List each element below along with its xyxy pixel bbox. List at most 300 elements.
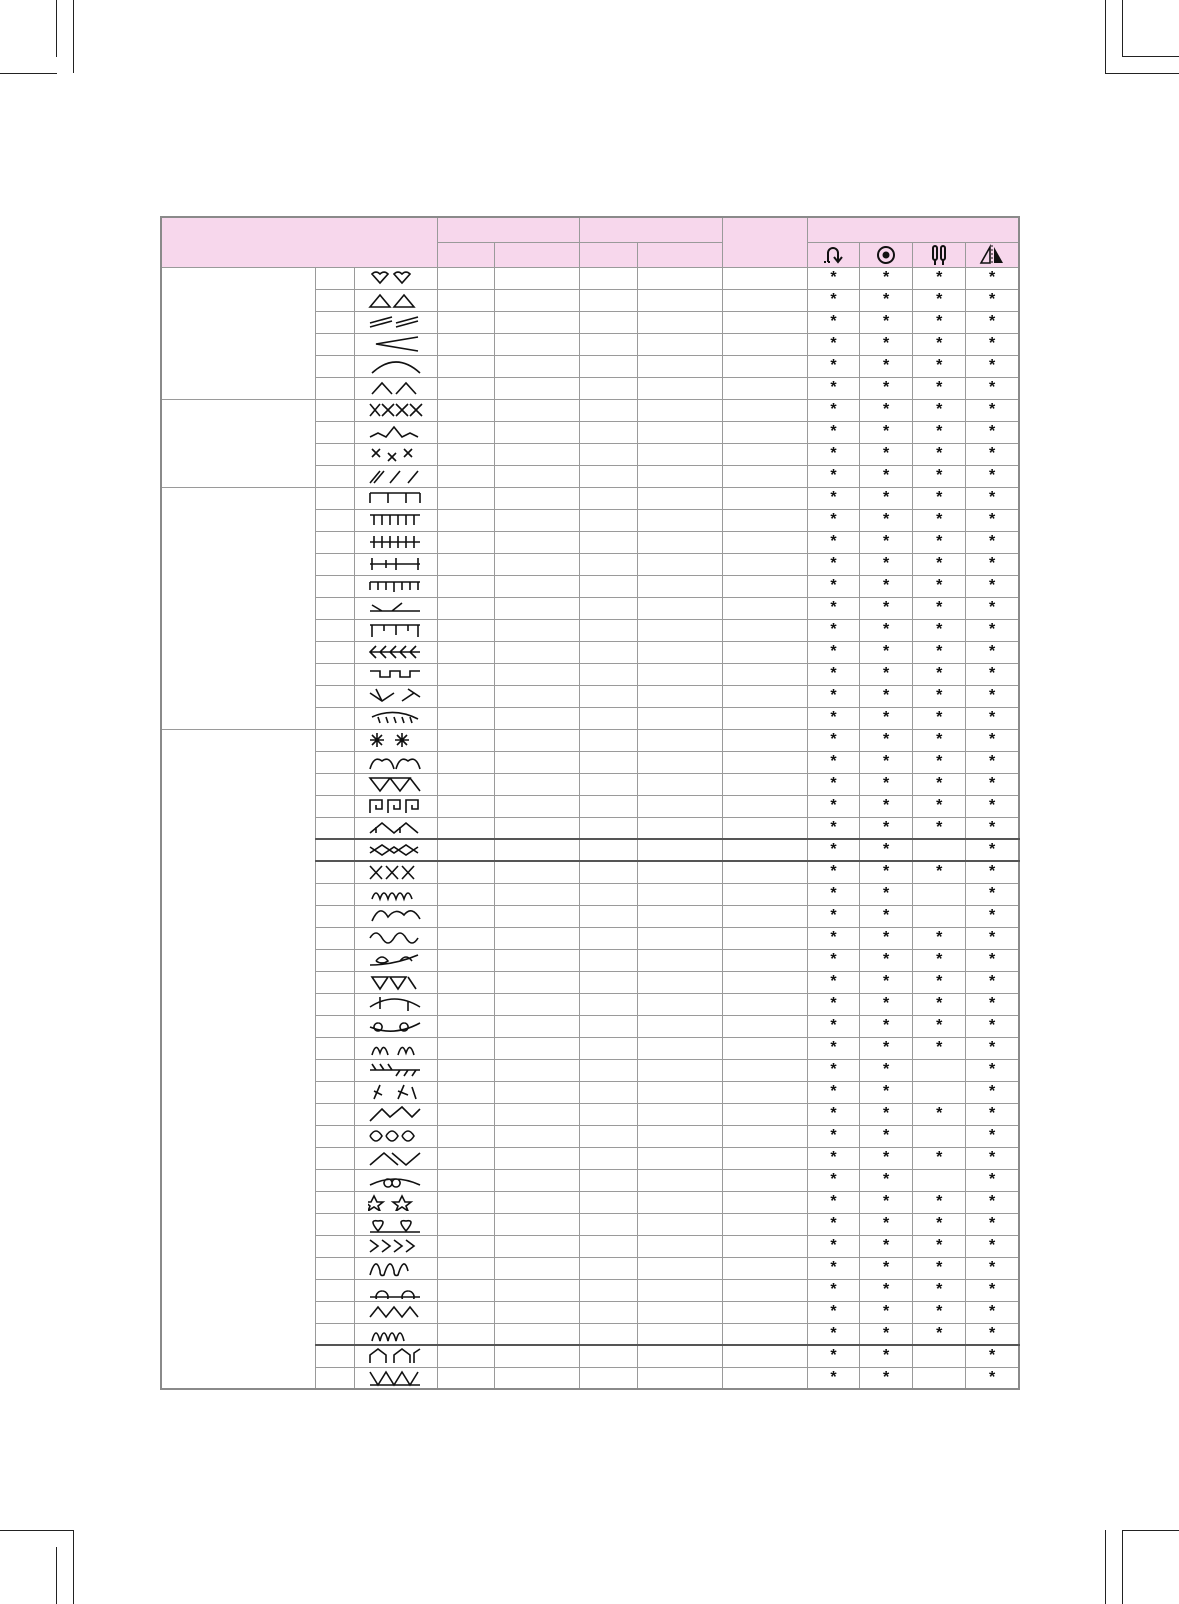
length-manual-cell (637, 993, 722, 1015)
pattern-number-cell (315, 355, 354, 377)
feather-arrow-icon (354, 641, 437, 663)
length-manual-cell (637, 751, 722, 773)
length-auto-cell (580, 487, 637, 509)
pattern-number-cell (315, 663, 354, 685)
mirror-mark: * (966, 1015, 1019, 1037)
width-auto-cell (438, 729, 495, 751)
tension-cell (722, 729, 807, 751)
tension-cell (722, 707, 807, 729)
tension-cell (722, 289, 807, 311)
reverse-mark: * (807, 311, 859, 333)
mirror-mark: * (966, 311, 1019, 333)
width-auto-cell (438, 1081, 495, 1103)
width-manual-cell (495, 1059, 580, 1081)
tension-cell (722, 927, 807, 949)
tension-cell (722, 993, 807, 1015)
reverse-mark: * (807, 377, 859, 399)
width-auto-cell (438, 663, 495, 685)
length-auto-cell (580, 663, 637, 685)
reverse-mark: * (807, 267, 859, 289)
needle-position-mark: * (860, 1323, 913, 1345)
width-manual-cell (495, 927, 580, 949)
tension-cell (722, 377, 807, 399)
leaf-vine-icon (354, 949, 437, 971)
width-manual-cell (495, 1279, 580, 1301)
circle-loops-icon (354, 1279, 437, 1301)
length-manual-cell (637, 1147, 722, 1169)
width-auto-cell (438, 971, 495, 993)
length-auto-cell (580, 509, 637, 531)
width-auto-cell (438, 1169, 495, 1191)
width-auto-cell (438, 707, 495, 729)
reverse-mark: * (807, 1279, 859, 1301)
mirror-mark: * (966, 377, 1019, 399)
needle-position-mark: * (860, 817, 913, 839)
needle-position-mark: * (860, 861, 913, 883)
length-auto-cell (580, 355, 637, 377)
length-auto-cell (580, 1367, 637, 1389)
needle-position-mark: * (860, 487, 913, 509)
width-auto-cell (438, 333, 495, 355)
tension-cell (722, 1169, 807, 1191)
crop-mark (56, 0, 57, 57)
length-manual-cell (637, 553, 722, 575)
width-auto-cell (438, 531, 495, 553)
length-auto-cell (580, 1169, 637, 1191)
twin-needle-mark: * (913, 553, 966, 575)
length-auto-cell (580, 597, 637, 619)
twin-needle-mark: * (913, 267, 966, 289)
twin-needle-mark: * (913, 465, 966, 487)
width-manual-cell (495, 905, 580, 927)
width-auto-cell (438, 861, 495, 883)
twin-needle-mark: * (913, 729, 966, 751)
pattern-number-cell (315, 465, 354, 487)
reverse-mark: * (807, 399, 859, 421)
mirror-mark: * (966, 993, 1019, 1015)
reverse-mark: * (807, 949, 859, 971)
width-auto-cell (438, 773, 495, 795)
tension-cell (722, 267, 807, 289)
width-manual-cell (495, 487, 580, 509)
tension-cell (722, 1103, 807, 1125)
mirror-mark: * (966, 1081, 1019, 1103)
length-auto-cell (580, 465, 637, 487)
tension-cell (722, 597, 807, 619)
length-auto-cell (580, 839, 637, 861)
width-auto-cell (438, 355, 495, 377)
pattern-number-cell (315, 1213, 354, 1235)
chevron-band-icon (354, 1235, 437, 1257)
twin-needle-mark: * (913, 1301, 966, 1323)
mirror-mark: * (966, 883, 1019, 905)
width-auto-cell (438, 1213, 495, 1235)
mirror-mark: * (966, 531, 1019, 553)
tension-cell (722, 641, 807, 663)
outline-hearts-icon (354, 1213, 437, 1235)
dotted-zigzag-icon (354, 1301, 437, 1323)
length-manual-cell (637, 1235, 722, 1257)
reverse-mark: * (807, 1301, 859, 1323)
width-auto-cell (438, 1015, 495, 1037)
pattern-number-cell (315, 1257, 354, 1279)
tension-cell (722, 1323, 807, 1345)
mirror-mark: * (966, 553, 1019, 575)
tension-cell (722, 399, 807, 421)
double-peak-icon (354, 377, 437, 399)
header-width-manual (495, 242, 580, 267)
mirror-mark: * (966, 949, 1019, 971)
reverse-mark: * (807, 905, 859, 927)
length-auto-cell (580, 311, 637, 333)
tension-cell (722, 1191, 807, 1213)
length-auto-cell (580, 619, 637, 641)
width-manual-cell (495, 531, 580, 553)
needle-position-mark: * (860, 1103, 913, 1125)
twin-needle-mark (913, 905, 966, 927)
arrow-stitch-icon (354, 597, 437, 619)
needle-position-mark: * (860, 575, 913, 597)
crop-mark (1122, 0, 1123, 57)
length-manual-cell (637, 641, 722, 663)
chevron-left-icon (354, 333, 437, 355)
reverse-mark: * (807, 1257, 859, 1279)
length-manual-cell (637, 1323, 722, 1345)
arc-icon (354, 355, 437, 377)
pattern-number-cell (315, 927, 354, 949)
slant-bars-icon (354, 311, 437, 333)
twin-needle-mark: * (913, 399, 966, 421)
reverse-mark: * (807, 531, 859, 553)
cross-stitch-wave-icon (354, 421, 437, 443)
pattern-number-cell (315, 1059, 354, 1081)
length-manual-cell (637, 1345, 722, 1367)
pattern-number-cell (315, 1323, 354, 1345)
twin-needle-mark: * (913, 421, 966, 443)
cross-stitch-slant-icon (354, 465, 437, 487)
twin-needle-mark: * (913, 1235, 966, 1257)
length-manual-cell (637, 575, 722, 597)
pattern-number-cell (315, 1345, 354, 1367)
length-manual-cell (637, 1191, 722, 1213)
twin-needle-mark (913, 1059, 966, 1081)
width-manual-cell (495, 817, 580, 839)
reverse-mark: * (807, 839, 859, 861)
tension-cell (722, 1147, 807, 1169)
width-auto-cell (438, 267, 495, 289)
crop-mark (0, 73, 57, 74)
needle-position-mark: * (860, 267, 913, 289)
mirror-mark: * (966, 1323, 1019, 1345)
length-manual-cell (637, 1059, 722, 1081)
tension-cell (722, 1367, 807, 1389)
pattern-number-cell (315, 377, 354, 399)
length-auto-cell (580, 773, 637, 795)
width-manual-cell (495, 575, 580, 597)
pattern-number-cell (315, 1103, 354, 1125)
length-manual-cell (637, 1367, 722, 1389)
pattern-number-cell (315, 421, 354, 443)
length-auto-cell (580, 1103, 637, 1125)
width-auto-cell (438, 1367, 495, 1389)
mirror-mark: * (966, 1169, 1019, 1191)
mirror-mark: * (966, 1367, 1019, 1389)
twin-needle-mark (913, 1169, 966, 1191)
twin-needle-mark: * (913, 575, 966, 597)
twin-needle-mark (913, 883, 966, 905)
length-auto-cell (580, 377, 637, 399)
width-manual-cell (495, 355, 580, 377)
width-auto-cell (438, 1191, 495, 1213)
tension-cell (722, 971, 807, 993)
header-functions-group (807, 217, 1019, 242)
length-auto-cell (580, 1059, 637, 1081)
pattern-number-cell (315, 443, 354, 465)
length-manual-cell (637, 971, 722, 993)
mirror-mark: * (966, 729, 1019, 751)
table-row (161, 487, 1019, 509)
reverse-mark: * (807, 1147, 859, 1169)
width-auto-cell (438, 839, 495, 861)
tension-cell (722, 663, 807, 685)
reverse-mark: * (807, 707, 859, 729)
width-manual-cell (495, 795, 580, 817)
reverse-mark: * (807, 971, 859, 993)
tension-cell (722, 1125, 807, 1147)
mirror-mark: * (966, 641, 1019, 663)
tension-cell (722, 465, 807, 487)
header-stitch-name (161, 217, 438, 267)
needle-position-mark: * (860, 949, 913, 971)
wave-zigzag-icon (354, 839, 437, 861)
mirror-mark: * (966, 685, 1019, 707)
width-manual-cell (495, 1037, 580, 1059)
twin-needle-mark: * (913, 311, 966, 333)
width-manual-cell (495, 1103, 580, 1125)
needle-position-mark: * (860, 355, 913, 377)
needle-position-mark: * (860, 531, 913, 553)
width-auto-cell (438, 927, 495, 949)
length-manual-cell (637, 927, 722, 949)
crop-mark (1105, 73, 1179, 74)
twin-needle-mark: * (913, 817, 966, 839)
twin-needle-mark: * (913, 1015, 966, 1037)
length-manual-cell (637, 333, 722, 355)
length-auto-cell (580, 333, 637, 355)
twin-needle-mark: * (913, 707, 966, 729)
length-manual-cell (637, 399, 722, 421)
twin-needle-mark: * (913, 795, 966, 817)
needle-position-mark: * (860, 795, 913, 817)
width-auto-cell (438, 421, 495, 443)
twin-needle-mark: * (913, 377, 966, 399)
length-manual-cell (637, 619, 722, 641)
needle-position-mark: * (860, 641, 913, 663)
mirror-image-icon (966, 242, 1019, 267)
width-manual-cell (495, 839, 580, 861)
leaf-chain-icon (354, 1125, 437, 1147)
width-auto-cell (438, 1323, 495, 1345)
tension-cell (722, 949, 807, 971)
mirror-mark: * (966, 619, 1019, 641)
pattern-number-cell (315, 1301, 354, 1323)
width-auto-cell (438, 795, 495, 817)
mirror-mark: * (966, 1191, 1019, 1213)
length-auto-cell (580, 1345, 637, 1367)
needle-position-mark: * (860, 905, 913, 927)
pattern-number-cell (315, 773, 354, 795)
pattern-number-cell (315, 575, 354, 597)
needle-position-mark: * (860, 1169, 913, 1191)
tension-cell (722, 1301, 807, 1323)
length-auto-cell (580, 1235, 637, 1257)
house-band-icon (354, 1345, 437, 1367)
width-manual-cell (495, 707, 580, 729)
width-manual-cell (495, 1125, 580, 1147)
needle-position-mark: * (860, 1279, 913, 1301)
length-manual-cell (637, 729, 722, 751)
length-manual-cell (637, 531, 722, 553)
pattern-number-cell (315, 1235, 354, 1257)
reverse-mark: * (807, 421, 859, 443)
width-auto-cell (438, 443, 495, 465)
width-manual-cell (495, 509, 580, 531)
table-row (161, 267, 1019, 289)
tension-cell (722, 553, 807, 575)
square-wave-icon (354, 663, 437, 685)
pattern-number-cell (315, 1191, 354, 1213)
length-auto-cell (580, 1213, 637, 1235)
width-manual-cell (495, 993, 580, 1015)
shell-band-icon (354, 1323, 437, 1345)
pattern-number-cell (315, 707, 354, 729)
reverse-mark: * (807, 553, 859, 575)
length-auto-cell (580, 641, 637, 663)
length-manual-cell (637, 861, 722, 883)
mirror-mark: * (966, 1037, 1019, 1059)
reverse-mark: * (807, 663, 859, 685)
twin-needle-mark: * (913, 509, 966, 531)
length-auto-cell (580, 1323, 637, 1345)
twin-needle-mark: * (913, 685, 966, 707)
twin-needle-mark: * (913, 289, 966, 311)
needle-position-mark: * (860, 1147, 913, 1169)
crop-mark (73, 1530, 74, 1604)
pattern-number-cell (315, 685, 354, 707)
width-manual-cell (495, 663, 580, 685)
width-auto-cell (438, 1257, 495, 1279)
pattern-number-cell (315, 619, 354, 641)
width-auto-cell (438, 641, 495, 663)
needle-position-mark: * (860, 465, 913, 487)
length-auto-cell (580, 289, 637, 311)
header-width-auto (438, 242, 495, 267)
needle-position-mark: * (860, 663, 913, 685)
needle-position-mark: * (860, 597, 913, 619)
reverse-stitch-icon (807, 242, 859, 267)
width-manual-cell (495, 267, 580, 289)
reverse-mark: * (807, 883, 859, 905)
reverse-mark: * (807, 1081, 859, 1103)
length-auto-cell (580, 575, 637, 597)
mirror-mark: * (966, 927, 1019, 949)
twin-needle-mark: * (913, 355, 966, 377)
length-manual-cell (637, 663, 722, 685)
tension-cell (722, 861, 807, 883)
length-auto-cell (580, 553, 637, 575)
length-auto-cell (580, 729, 637, 751)
mirror-mark: * (966, 575, 1019, 597)
tulip-band-icon (354, 751, 437, 773)
length-auto-cell (580, 1191, 637, 1213)
width-manual-cell (495, 949, 580, 971)
length-auto-cell (580, 971, 637, 993)
reverse-mark: * (807, 597, 859, 619)
length-auto-cell (580, 1015, 637, 1037)
tension-cell (722, 355, 807, 377)
length-auto-cell (580, 421, 637, 443)
twin-needle-mark: * (913, 1279, 966, 1301)
loop-script-icon (354, 1257, 437, 1279)
cross-stitch-zigzag-icon (354, 443, 437, 465)
length-auto-cell (580, 861, 637, 883)
stars-icon (354, 1191, 437, 1213)
needle-position-mark: * (860, 421, 913, 443)
width-manual-cell (495, 421, 580, 443)
reverse-mark: * (807, 1125, 859, 1147)
pattern-number-cell (315, 1081, 354, 1103)
width-manual-cell (495, 1191, 580, 1213)
mirror-mark: * (966, 333, 1019, 355)
dashed-ladder-icon (354, 553, 437, 575)
reverse-mark: * (807, 1191, 859, 1213)
width-manual-cell (495, 1257, 580, 1279)
twin-needle-mark (913, 839, 966, 861)
mirror-mark: * (966, 1213, 1019, 1235)
twin-needle-mark: * (913, 1191, 966, 1213)
reverse-mark: * (807, 1345, 859, 1367)
twin-needle-mark: * (913, 531, 966, 553)
length-auto-cell (580, 1081, 637, 1103)
twin-needle-mark (913, 1345, 966, 1367)
category-cell (161, 267, 315, 399)
twin-needle-mark (913, 1367, 966, 1389)
twin-needle-mark: * (913, 663, 966, 685)
mirror-mark: * (966, 751, 1019, 773)
length-manual-cell (637, 883, 722, 905)
length-manual-cell (637, 1169, 722, 1191)
length-manual-cell (637, 1279, 722, 1301)
width-manual-cell (495, 751, 580, 773)
reverse-mark: * (807, 685, 859, 707)
length-manual-cell (637, 949, 722, 971)
length-manual-cell (637, 421, 722, 443)
tension-cell (722, 1081, 807, 1103)
width-manual-cell (495, 1367, 580, 1389)
pattern-number-cell (315, 1125, 354, 1147)
reverse-mark: * (807, 751, 859, 773)
reverse-mark: * (807, 1213, 859, 1235)
flower-vine-icon (354, 1169, 437, 1191)
needle-position-mark: * (860, 993, 913, 1015)
twin-needle-mark: * (913, 927, 966, 949)
pattern-number-cell (315, 1147, 354, 1169)
width-auto-cell (438, 1037, 495, 1059)
twin-needle-mark: * (913, 773, 966, 795)
reverse-mark: * (807, 1235, 859, 1257)
width-auto-cell (438, 883, 495, 905)
pattern-number-cell (315, 1015, 354, 1037)
